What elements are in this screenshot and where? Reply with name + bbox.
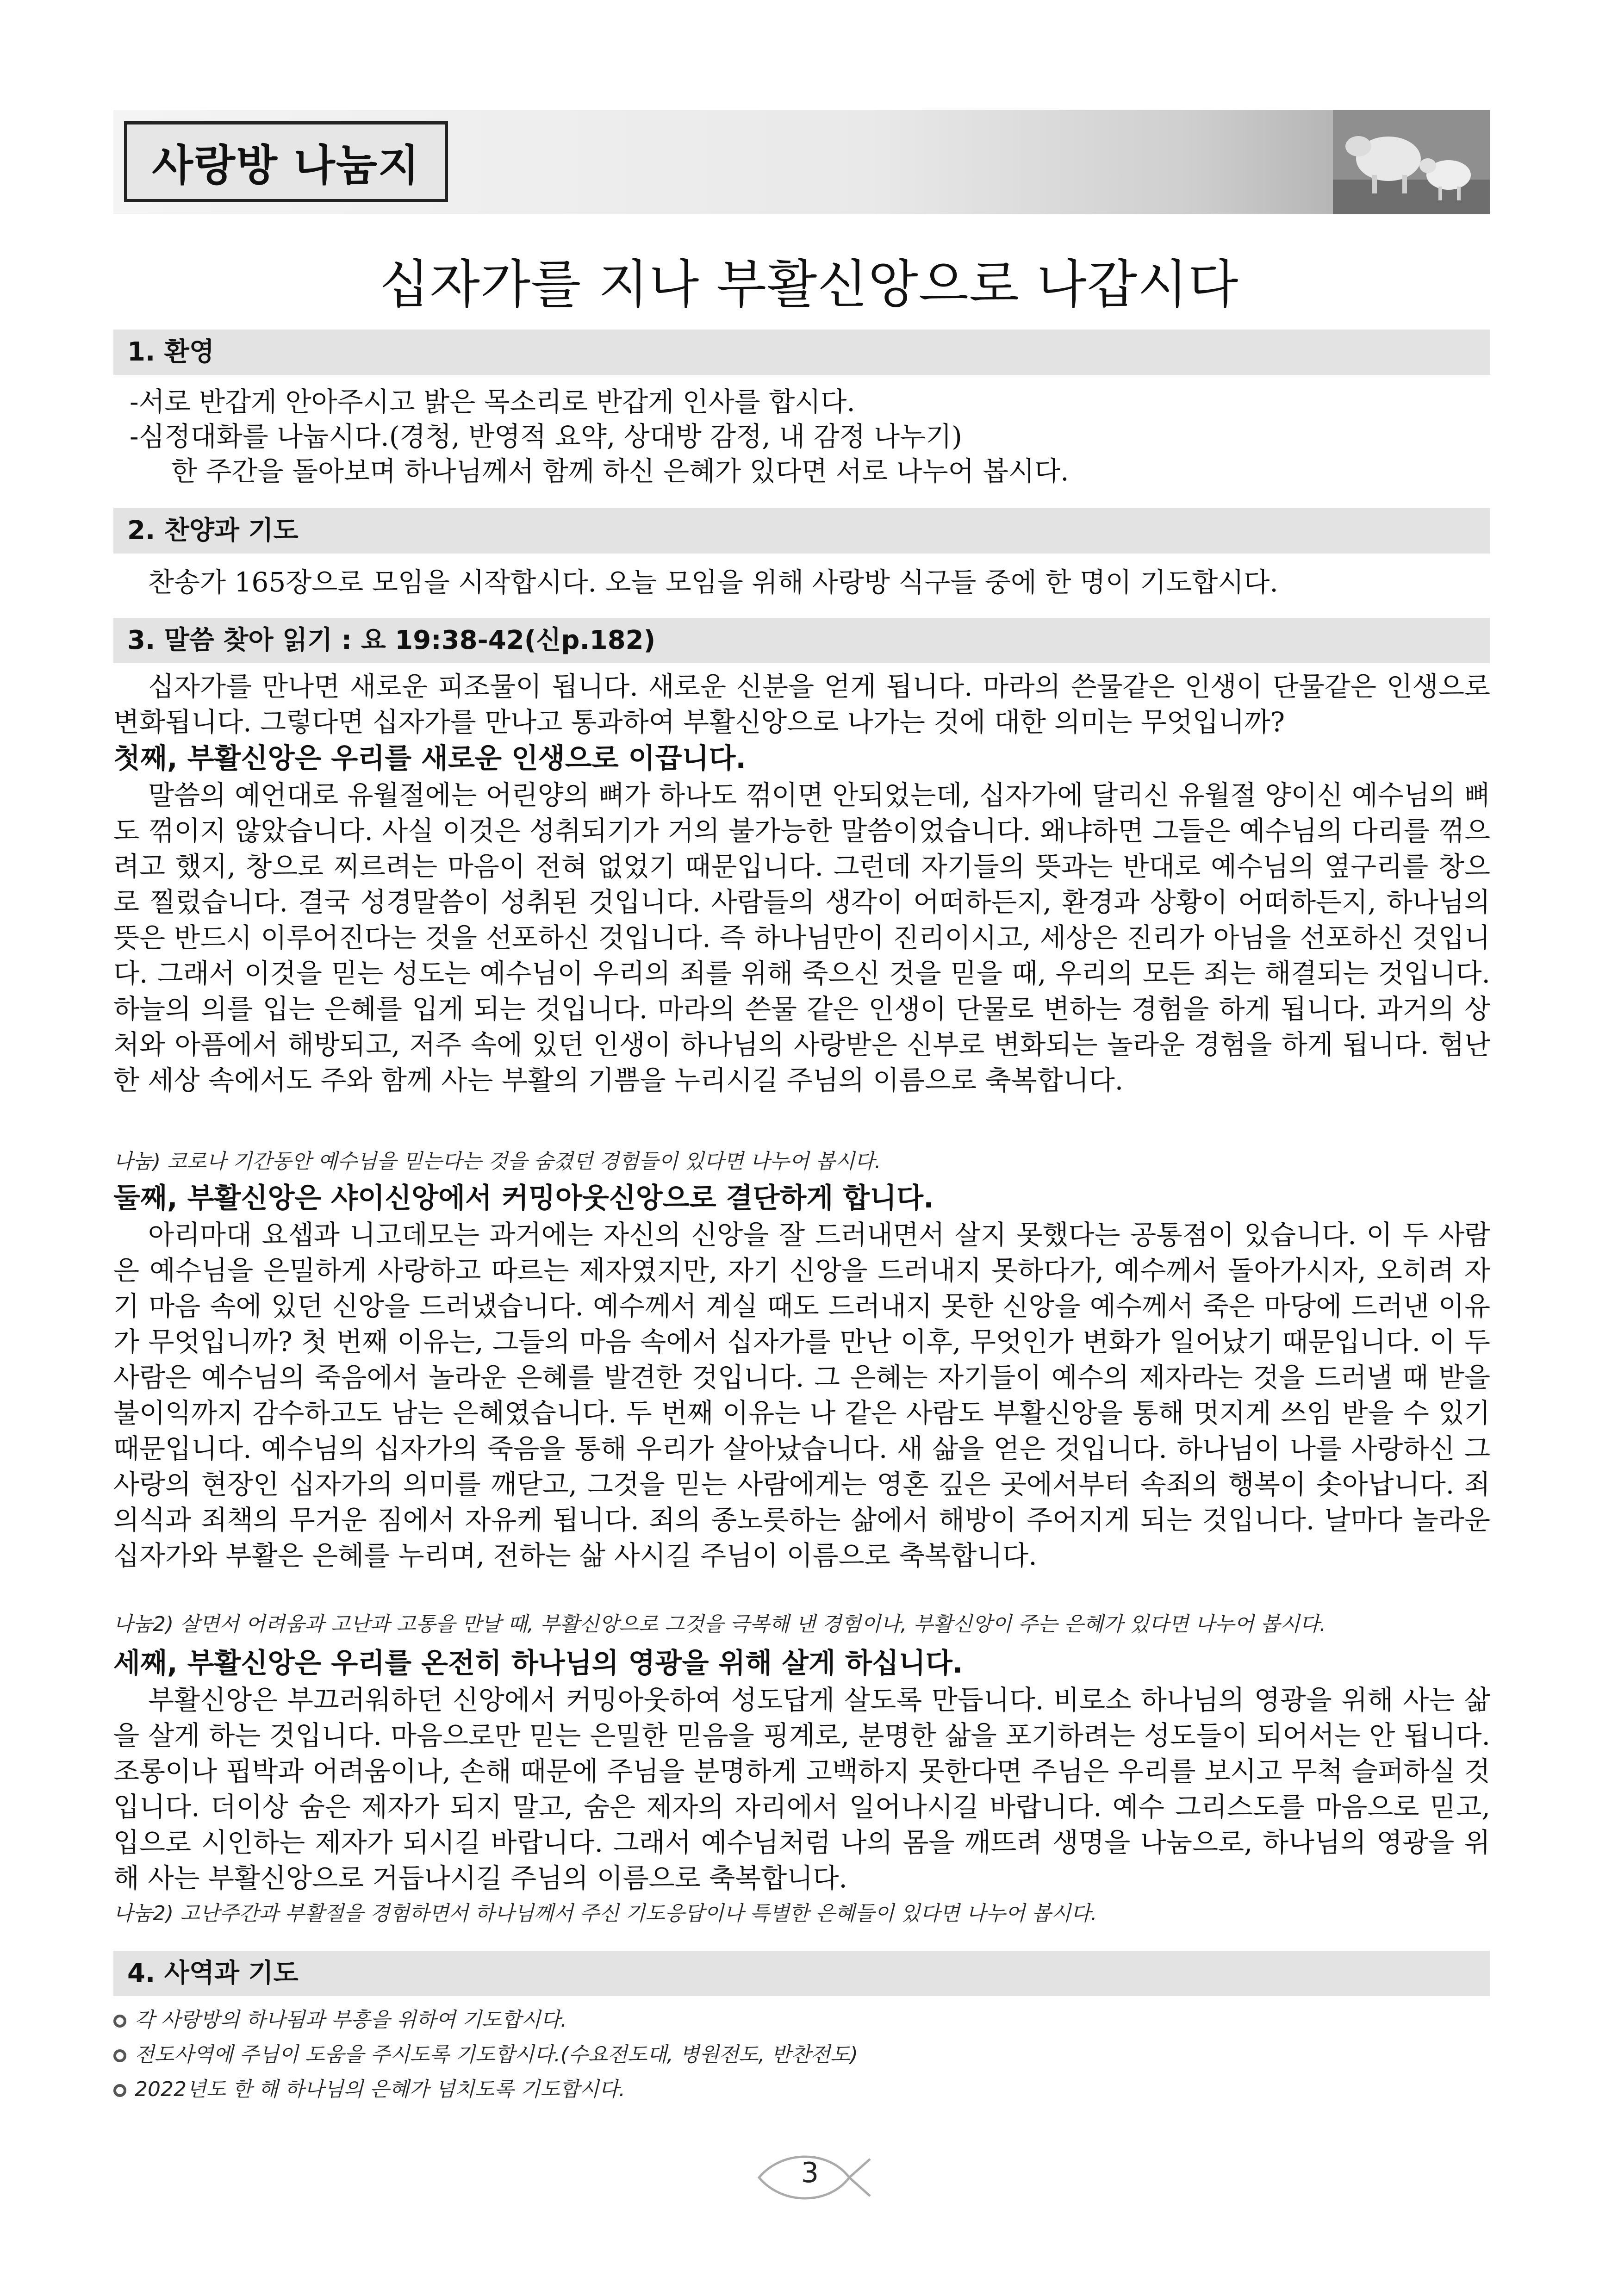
point-2-text: 아리마대 요셉과 니고데모는 과거에는 자신의 신앙을 잘 드러내면서 살지 못했다는 공통점이 있습니다. 이 두 사람은 예수님을 은밀하게 사랑하고 따르는 제자였지만, 자기 신앙을 드러내지 못하다가, 예수께서 돌아가시자, 오히려 자기 마음 속에 있던 신앙을 드러냈습니다. 예수께서 계실 때도 드러내지 못한 신앙을 예수께서 죽은 마당에 드러낸 이유가 무엇입니까? 첫 번째 이유는, 그들의 마음 속에서 십자가를 만난 이후, 무엇인가 변화가 일어났기 때문입니다. 이 두 사람은 예수님의 죽음에서 놀라운 은혜를 발견한 것입니다. 그 은혜는 자기들이 예수의 제자라는 것을 드러낼 때 받을 불이익까지 감수하고도 남는 은혜였습니다. 두 번째 이유는 나 같은 사람도 부활신앙을 통해 멋지게 쓰임 받을 수 있기 때문입니다. 예수님의 십자가의 죽음을 통해 우리가 살아났습니다. 새 삶을 얻은 것입니다. 하나님이 나를 사랑하신 그 사랑의 현장인 십자가의 의미를 깨닫고, 그것을 믿는 사람에게는 영혼 깊은 곳에서부터 속죄의 행복이 솟아납니다. 죄의식과 죄책의 무거운 짐에서 자유케 됩니다. 죄의 종노릇하는 삶에서 해방이 주어지게 되는 것입니다. 날마다 놀라운 십자가와 부활은 은혜를 누리며, 전하는 삶 사시길 주님이 이름으로 축복합니다. [113, 1219, 1490, 1571]
prayer-item [113, 2006, 567, 2034]
section-heading-ministry: 4. 사역과 기도 [113, 1951, 1490, 1996]
welcome-line-1: -서로 반갑게 안아주시고 밝은 목소리로 반갑게 인사를 합시다. [130, 386, 855, 417]
prayer-item-text: 전도사역에 주님이 도움을 주시도록 기도합시다.(수요전도대, 병원전도, 반찬전도) [135, 2043, 858, 2066]
prayer-item-text: 2022년도 한 해 하나님의 은혜가 넘치도록 기도합시다. [135, 2078, 625, 2101]
point-1-text: 말씀의 예언대로 유월절에는 어린양의 뼈가 하나도 꺾이면 안되었는데, 십자가에 달리신 유월절 양이신 예수님의 뼈도 꺾이지 않았습니다. 사실 이것은 성취되기가 거의 불가능한 말씀이었습니다. 왜냐하면 그들은 예수님의 다리를 꺾으려고 했지, 창으로 찌르려는 마음이 전혀 없었기 때문입니다. 그런데 자기들의 뜻과는 반대로 예수님의 옆구리를 창으로 찔렀습니다. 결국 성경말씀이 성취된 것입니다. 사람들의 생각이 어떠하든지, 환경과 상황이 어떠하든지, 하나님의 뜻은 반드시 이루어진다는 것을 선포하신 것입니다. 즉 하나님만이 진리이시고, 세상은 진리가 아님을 선포하신 것입니다. 그래서 이것을 믿는 성도는 예수님이 우리의 죄를 위해 죽으신 것을 믿을 때, 우리의 모든 죄는 해결되는 것입니다. 하늘의 의를 입는 은혜를 입게 되는 것입니다. 마라의 쓴물 같은 인생이 단물로 변하는 경험을 하게 됩니다. 과거의 상처와 아픔에서 해방되고, 저주 속에 있던 인생이 하나님의 사랑받은 신부로 변화되는 놀라운 경험을 하게 됩니다. 험난한 세상 속에서도 주와 함께 사는 부활의 기쁨을 누리시길 주님의 이름으로 축복합니다. [113, 779, 1490, 1096]
section-heading-scripture: 3. 말씀 찾아 읽기 : 요 19:38-42(신p.182) [113, 618, 1490, 663]
banner-title-box [124, 121, 448, 202]
page-footer [741, 2143, 879, 2212]
section-heading-praise: 2. 찬양과 기도 [113, 508, 1490, 554]
point-3-body [113, 1682, 1490, 1896]
praise-text: 찬송가 165장으로 모임을 시작합시다. 오늘 모임을 위해 사랑방 식구들 중에 한 명이 기도합시다. [148, 566, 1278, 598]
bullet-circle-icon [113, 2015, 126, 2028]
point-2-share: 나눔2) 살면서 어려움과 고난과 고통을 만날 때, 부활신앙으로 그것을 극복해 낸 경험이나, 부활신앙이 주는 은혜가 있다면 나누어 봅시다. [113, 1612, 1326, 1636]
scripture-intro [113, 669, 1490, 740]
point-3-heading: 세째, 부활신앙은 우리를 온전히 하나님의 영광을 위해 살게 하십니다. [113, 1647, 963, 1680]
page-number: 3 [801, 2157, 819, 2189]
welcome-line-3: 한 주간을 돌아보며 하나님께서 함께 하신 은혜가 있다면 서로 나누어 봅시다. [171, 455, 1069, 487]
welcome-line-2: -심정대화를 나눕시다.(경청, 반영적 요약, 상대방 감정, 내 감정 나누기) [130, 421, 962, 452]
bullet-circle-icon [113, 2049, 126, 2062]
point-2-body [113, 1217, 1490, 1574]
bullet-circle-icon [113, 2084, 126, 2097]
section-heading-welcome: 1. 환영 [113, 330, 1490, 375]
point-1-share: 나눔) 코로나 기간동안 예수님을 믿는다는 것을 숨겼던 경험들이 있다면 나누어 봅시다. [113, 1150, 881, 1173]
point-3-text: 부활신앙은 부끄러워하던 신앙에서 커밍아웃하여 성도답게 살도록 만듭니다. 비로소 하나님의 영광을 위해 사는 삶을 살게 하는 것입니다. 마음으로만 믿는 은밀한 믿음을 핑계로, 분명한 삶을 포기하려는 성도들이 되어서는 안 됩니다. 조롱이나 핍박과 어려움이나, 손해 때문에 주님을 분명하게 고백하지 못한다면 주님은 우리를 보시고 무척 슬퍼하실 것입니다. 더이상 숨은 제자가 되지 말고, 숨은 제자의 자리에서 일어나시길 바랍니다. 예수 그리스도를 마음으로 믿고, 입으로 시인하는 제자가 되시길 바랍니다. 그래서 예수님처럼 나의 몸을 깨뜨려 생명을 나눔으로, 하나님의 영광을 위해 사는 부활신앙으로 거듭나시길 주님의 이름으로 축복합니다. [113, 1684, 1490, 1894]
point-1-heading: 첫째, 부활신앙은 우리를 새로운 인생으로 이끕니다. [113, 742, 747, 775]
point-3-share: 나눔2) 고난주간과 부활절을 경험하면서 하나님께서 주신 기도응답이나 특별한 은혜들이 있다면 나누어 봅시다. [113, 1902, 1097, 1925]
page-title: 십자가를 지나 부활신앙으로 나갑시다 [379, 255, 1239, 315]
scripture-intro-text: 십자가를 만나면 새로운 피조물이 됩니다. 새로운 신분을 얻게 됩니다. 마라의 쓴물같은 인생이 단물같은 인생으로 변화됩니다. 그렇다면 십자가를 만나고 통과하여 부활신앙으로 나가는 것에 대한 의미는 무엇입니까? [113, 671, 1490, 738]
sheep-photo [1333, 110, 1490, 214]
prayer-item-text: 각 사랑방의 하나됨과 부흥을 위하여 기도합시다. [135, 2008, 567, 2032]
point-2-heading: 둘째, 부활신앙은 샤이신앙에서 커밍아웃신앙으로 결단하게 합니다. [113, 1182, 934, 1214]
prayer-item [113, 2076, 625, 2103]
point-1-body [113, 778, 1490, 1098]
banner-title: 사랑방 나눔지 [152, 140, 420, 190]
prayer-item [113, 2041, 858, 2069]
